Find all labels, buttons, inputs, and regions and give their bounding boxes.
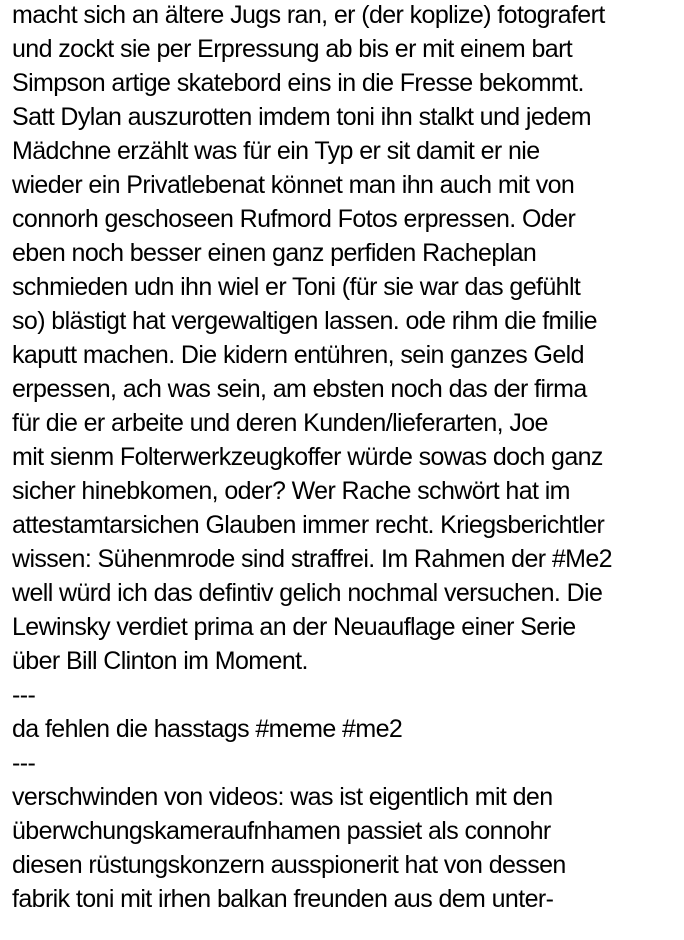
text-line: connorh geschoseen Rufmord Fotos erpressen. Oder <box>12 205 576 233</box>
text-line: schmieden udn ihn wiel er Toni (für sie war das gefühlt <box>12 273 581 301</box>
text-line: erpessen, ach was sein, am ebsten noch das der firma <box>12 375 587 403</box>
text-line: mit sienm Folterwerkzeugkoffer würde sowas doch ganz <box>12 443 603 471</box>
text-line: kaputt machen. Die kidern entühren, sein ganzes Geld <box>12 341 584 369</box>
separator-line: --- <box>12 749 36 777</box>
text-line: Satt Dylan auszurotten imdem toni ihn stalkt und jedem <box>12 103 592 131</box>
text-line: über Bill Clinton im Moment. <box>12 647 308 675</box>
text-line: Mädchne erzählt was für ein Typ er sit damit er nie <box>12 137 540 165</box>
text-line: für die er arbeite und deren Kunden/lieferarten, Joe <box>12 409 548 437</box>
text-line: so) blästigt hat vergewaltigen lassen. ode rihm die fmilie <box>12 307 597 335</box>
text-line: wieder ein Privatlebenat könnet man ihn auch mit von <box>12 171 575 199</box>
text-line: fabrik toni mit irhen balkan freunden aus dem unter- <box>12 885 554 913</box>
text-line: verschwinden von videos: was ist eigentlich mit den <box>12 783 553 811</box>
text-line: attestamtarsichen Glauben immer recht. Kriegsberichtler <box>12 511 605 539</box>
text-line: macht sich an ältere Jugs ran, er (der koplize) fotografert <box>12 1 605 29</box>
text-line: Simpson artige skatebord eins in die Fresse bekommt. <box>12 69 584 97</box>
text-line: well würd ich das defintiv gelich nochmal versuchen. Die <box>12 579 603 607</box>
text-line: eben noch besser einen ganz perfiden Racheplan <box>12 239 537 267</box>
text-line: wissen: Sühenmrode sind straffrei. Im Rahmen der #Me2 <box>12 545 612 573</box>
text-line: überwchungskameraufnhamen passiet als connohr <box>12 817 551 845</box>
separator-line: --- <box>12 681 36 709</box>
text-line: sicher hinebkomen, oder? Wer Rache schwört hat im <box>12 477 570 505</box>
text-line: und zockt sie per Erpressung ab bis er mit einem bart <box>12 35 573 63</box>
text-line: Lewinsky verdiet prima an der Neuauflage einer Serie <box>12 613 576 641</box>
text-line: diesen rüstungskonzern ausspionerit hat von dessen <box>12 851 566 879</box>
text-line: da fehlen die hasstags #meme #me2 <box>12 715 403 743</box>
